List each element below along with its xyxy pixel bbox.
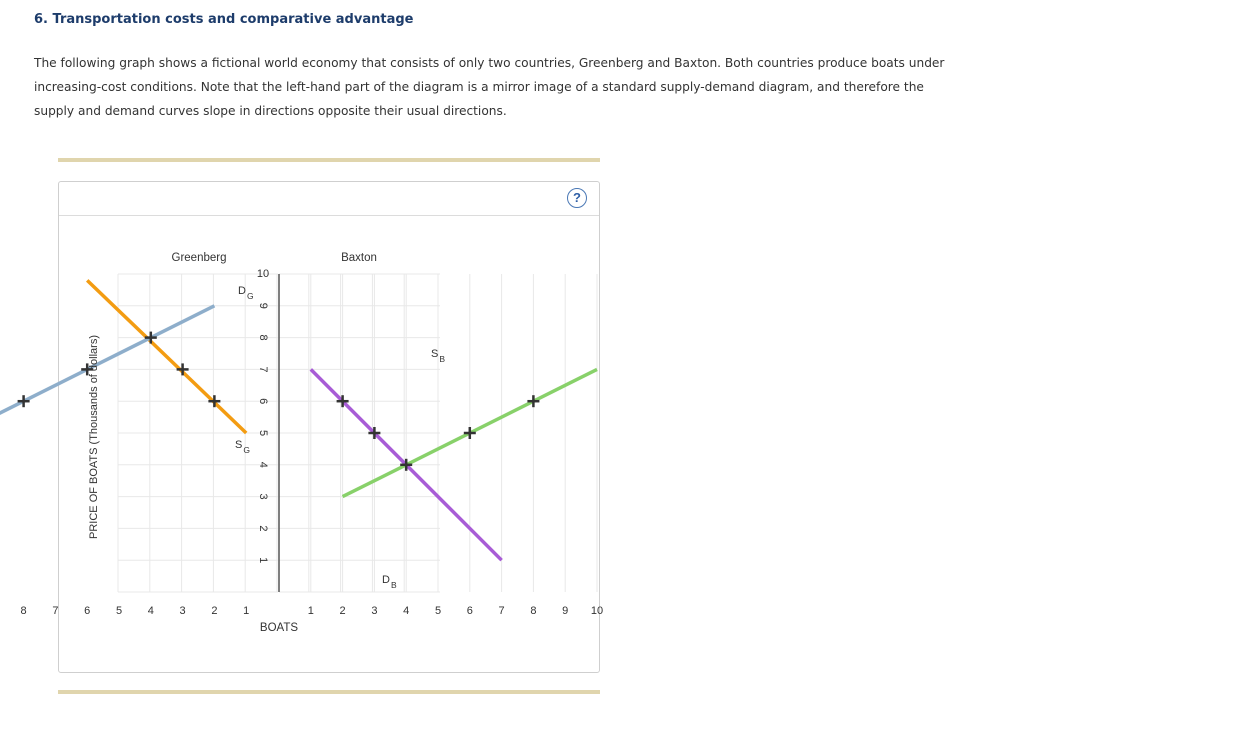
right-point-marker	[527, 395, 539, 407]
y-tick-label: 8	[257, 334, 269, 341]
x-tick-label-left: 2	[211, 605, 218, 617]
x-tick-label-right: 10	[590, 605, 604, 617]
x-tick-label-left: 6	[84, 605, 91, 617]
x-tick-label-right: 3	[371, 605, 378, 617]
x-tick-label-right: 8	[530, 605, 537, 617]
y-tick-label: 3	[257, 493, 269, 500]
x-tick-label-right: 6	[466, 605, 473, 617]
y-tick-label: 5	[257, 429, 269, 437]
x-tick-label-left: 7	[52, 605, 59, 617]
help-icon[interactable]: ?	[567, 188, 587, 208]
x-tick-label-left: 4	[147, 605, 154, 617]
x-tick-label-left: 3	[179, 605, 186, 617]
x-tick-label-left: 1	[243, 605, 250, 617]
question-intro: The following graph shows a fictional world economy that consists of only two countries, Greenberg and Baxton. Both countries produce boats under increasing-cost conditions. Note that the left-hand part of the diagram is a mirror image of a standard supply-demand diagram, and therefore the supply and demand curves slope in directions opposite their usual directions.	[34, 56, 945, 118]
y-tick-label: 4	[257, 461, 269, 468]
y-tick-label: 2	[257, 525, 269, 532]
x-tick-label-right: 2	[339, 605, 346, 617]
x-axis-label: BOATS	[259, 622, 299, 634]
x-tick-label-right: 1	[307, 605, 314, 617]
left-supply-label: $S_G$	[235, 439, 250, 455]
panel-title-right: Baxton	[341, 252, 377, 264]
question-title: 6. Transportation costs and comparative advantage	[34, 12, 414, 27]
right-point-marker	[464, 427, 476, 439]
bottom-divider	[58, 690, 600, 694]
y-tick-label: 9	[257, 302, 269, 309]
x-tick-label-left: 8	[20, 605, 27, 617]
left-point-marker	[145, 332, 157, 344]
y-tick-label: 1	[257, 557, 269, 564]
y-tick-label: 6	[257, 398, 269, 405]
grid	[118, 274, 597, 592]
x-tick-label-right: 4	[403, 605, 410, 617]
right-supply-label: $S_B$	[431, 348, 446, 364]
left-demand-label: $D_G$	[238, 285, 254, 301]
y-tick-label: 7	[257, 366, 269, 373]
x-tick-label-left: 5	[115, 605, 123, 617]
x-tick-label-right: 5	[434, 605, 442, 617]
x-tick-label-right: 9	[562, 605, 569, 617]
x-tick-label-right: 7	[498, 605, 505, 617]
left-point-marker	[18, 395, 30, 407]
chart-labels	[0, 252, 603, 634]
y-tick-label: 10	[256, 268, 270, 280]
panel-title-left: Greenberg	[171, 252, 227, 264]
right-demand-label: $D_B$	[382, 574, 397, 590]
y-axis-label: PRICE OF BOATS (Thousands of dollars)	[88, 335, 100, 539]
